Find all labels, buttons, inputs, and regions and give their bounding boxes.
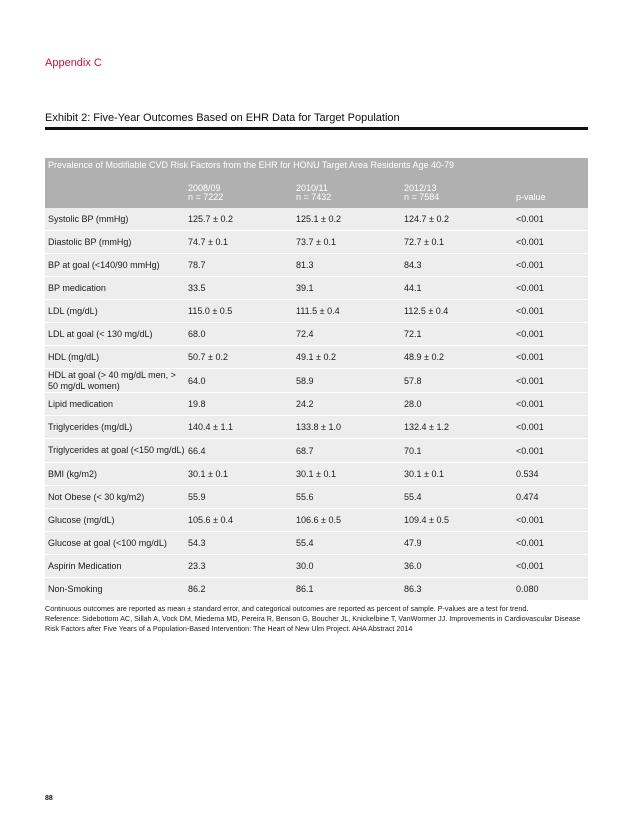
value-2012: 55.4 bbox=[404, 492, 422, 502]
value-2012: 112.5 ± 0.4 bbox=[404, 306, 449, 316]
p-value: <0.001 bbox=[516, 422, 544, 432]
table-header bbox=[45, 158, 588, 208]
value-2012: 47.9 bbox=[404, 538, 422, 548]
column-year: 2008/09 bbox=[188, 183, 221, 193]
value-2010: 30.0 bbox=[296, 561, 314, 571]
p-value: 0.080 bbox=[516, 584, 539, 594]
value-2012: 48.9 ± 0.2 bbox=[404, 352, 444, 362]
table-row bbox=[45, 532, 588, 555]
value-2008: 68.0 bbox=[188, 329, 206, 339]
value-2012: 72.7 ± 0.1 bbox=[404, 237, 444, 247]
table-row bbox=[45, 346, 588, 369]
row-label: Non-Smoking bbox=[48, 583, 103, 594]
value-2010: 125.1 ± 0.2 bbox=[296, 214, 341, 224]
value-2008: 125.7 ± 0.2 bbox=[188, 214, 233, 224]
row-label: HDL at goal (> 40 mg/dL men, > 50 mg/dL women) bbox=[48, 369, 176, 391]
table-row bbox=[45, 254, 588, 277]
value-2008: 140.4 ± 1.1 bbox=[188, 422, 233, 432]
row-label: BP medication bbox=[48, 282, 106, 293]
value-2012: 124.7 ± 0.2 bbox=[404, 214, 449, 224]
value-2010: 68.7 bbox=[296, 445, 314, 456]
column-n: n = 7222 bbox=[188, 192, 224, 202]
table-notes bbox=[45, 604, 590, 634]
p-value: <0.001 bbox=[516, 306, 544, 316]
value-2012: 132.4 ± 1.2 bbox=[404, 422, 449, 432]
exhibit-title: Exhibit 2: Five-Year Outcomes Based on EHR Data for Target Population bbox=[45, 112, 400, 124]
value-2008: 74.7 ± 0.1 bbox=[188, 237, 228, 247]
column-header-2008 bbox=[188, 184, 223, 202]
row-label: Triglycerides at goal (<150 mg/dL) bbox=[48, 445, 185, 455]
notes-line: Continuous outcomes are reported as mean ± standard error, and categorical outcomes are reported as percent of sample. P-values are a test for trend. bbox=[45, 604, 529, 613]
value-2008: 33.5 bbox=[188, 283, 206, 293]
appendix-label: Appendix C bbox=[45, 57, 102, 69]
value-2012: 30.1 ± 0.1 bbox=[404, 469, 444, 479]
table-row bbox=[45, 555, 588, 578]
column-header-2012 bbox=[404, 184, 439, 202]
p-value: <0.001 bbox=[516, 515, 544, 525]
value-2008: 19.8 bbox=[188, 399, 206, 409]
table-row bbox=[45, 416, 588, 439]
value-2010: 73.7 ± 0.1 bbox=[296, 237, 336, 247]
value-2008: 86.2 bbox=[188, 584, 206, 594]
value-2008: 78.7 bbox=[188, 260, 206, 270]
page-number: 88 bbox=[45, 795, 53, 802]
table-row bbox=[45, 369, 588, 393]
value-2010: 58.9 bbox=[296, 375, 314, 386]
p-value: <0.001 bbox=[516, 214, 544, 224]
value-2012: 70.1 bbox=[404, 445, 422, 456]
value-2012: 84.3 bbox=[404, 260, 422, 270]
row-label: Glucose (mg/dL) bbox=[48, 514, 115, 525]
p-value: <0.001 bbox=[516, 538, 544, 548]
column-n: n = 7584 bbox=[404, 192, 440, 202]
value-2012: 86.3 bbox=[404, 584, 422, 594]
value-2010: 55.4 bbox=[296, 538, 314, 548]
value-2012: 28.0 bbox=[404, 399, 422, 409]
column-year: 2010/11 bbox=[296, 183, 328, 193]
table-caption: Prevalence of Modifiable CVD Risk Factors from the EHR for HONU Target Area Residents Age 40-79 bbox=[48, 160, 455, 170]
row-label: BMI (kg/m2) bbox=[48, 468, 98, 479]
value-2012: 44.1 bbox=[404, 283, 422, 293]
value-2010: 81.3 bbox=[296, 260, 314, 270]
table-row bbox=[45, 231, 588, 254]
row-label: Aspirin Medication bbox=[48, 560, 122, 571]
title-divider bbox=[45, 127, 588, 130]
p-value: <0.001 bbox=[516, 260, 544, 270]
value-2010: 49.1 ± 0.2 bbox=[296, 352, 336, 362]
value-2010: 24.2 bbox=[296, 399, 314, 409]
value-2010: 106.6 ± 0.5 bbox=[296, 515, 341, 525]
table-row bbox=[45, 486, 588, 509]
table-row bbox=[45, 509, 588, 532]
table-row bbox=[45, 300, 588, 323]
table-row bbox=[45, 393, 588, 416]
column-year: 2012/13 bbox=[404, 183, 437, 193]
value-2008: 64.0 bbox=[188, 375, 206, 386]
column-n: n = 7432 bbox=[296, 192, 332, 202]
table-row bbox=[45, 463, 588, 486]
row-label: Diastolic BP (mmHg) bbox=[48, 236, 132, 247]
value-2008: 115.0 ± 0.5 bbox=[188, 306, 233, 316]
value-2010: 30.1 ± 0.1 bbox=[296, 469, 336, 479]
value-2008: 105.6 ± 0.4 bbox=[188, 515, 233, 525]
risk-factors-table bbox=[45, 158, 588, 601]
table-row bbox=[45, 208, 588, 231]
value-2012: 109.4 ± 0.5 bbox=[404, 515, 449, 525]
value-2010: 133.8 ± 1.0 bbox=[296, 422, 341, 432]
value-2010: 111.5 ± 0.4 bbox=[296, 306, 340, 316]
row-label: Lipid medication bbox=[48, 398, 114, 409]
column-header-p-value bbox=[516, 184, 546, 202]
row-label: Glucose at goal (<100 mg/dL) bbox=[48, 537, 167, 548]
value-2008: 23.3 bbox=[188, 561, 206, 571]
p-value: <0.001 bbox=[516, 399, 544, 409]
p-value: <0.001 bbox=[516, 283, 544, 293]
p-value: <0.001 bbox=[516, 375, 544, 386]
value-2008: 55.9 bbox=[188, 492, 206, 502]
table-row bbox=[45, 277, 588, 300]
value-2010: 72.4 bbox=[296, 329, 314, 339]
value-2010: 39.1 bbox=[296, 283, 314, 293]
value-2012: 36.0 bbox=[404, 561, 422, 571]
p-value: <0.001 bbox=[516, 561, 544, 571]
p-value: <0.001 bbox=[516, 237, 544, 247]
table-row bbox=[45, 323, 588, 346]
column-header-2010 bbox=[296, 184, 331, 202]
row-label: Not Obese (< 30 kg/m2) bbox=[48, 491, 145, 502]
value-2008: 54.3 bbox=[188, 538, 206, 548]
column-n: p-value bbox=[516, 192, 546, 202]
table-row bbox=[45, 578, 588, 601]
table-body bbox=[45, 208, 588, 601]
p-value: <0.001 bbox=[516, 445, 544, 456]
p-value: 0.534 bbox=[516, 469, 539, 479]
row-label: Triglycerides (mg/dL) bbox=[48, 421, 133, 432]
row-label: BP at goal (<140/90 mmHg) bbox=[48, 259, 160, 270]
value-2008: 66.4 bbox=[188, 445, 206, 456]
value-2012: 72.1 bbox=[404, 329, 422, 339]
row-label: LDL (mg/dL) bbox=[48, 305, 98, 316]
value-2010: 86.1 bbox=[296, 584, 314, 594]
p-value: <0.001 bbox=[516, 352, 544, 362]
value-2008: 50.7 ± 0.2 bbox=[188, 352, 228, 362]
row-label: HDL (mg/dL) bbox=[48, 351, 100, 362]
value-2010: 55.6 bbox=[296, 492, 314, 502]
reference-line: Reference: Sidebottom AC, Sillah A, Vock DM, Miedema MD, Pereira R, Benson G, Boucher JL, Knickelbine T, VanWormer JJ. Improvements in Cardiovascular Disease Risk Factors after Five Years of a Population-Based Intervention: The Heart of New Ulm Project. AHA Abstract 2014 bbox=[45, 614, 581, 633]
row-label: LDL at goal (< 130 mg/dL) bbox=[48, 328, 153, 339]
row-label: Systolic BP (mmHg) bbox=[48, 213, 129, 224]
value-2008: 30.1 ± 0.1 bbox=[188, 469, 228, 479]
p-value: 0.474 bbox=[516, 492, 539, 502]
p-value: <0.001 bbox=[516, 329, 544, 339]
table-row bbox=[45, 439, 588, 463]
value-2012: 57.8 bbox=[404, 375, 422, 386]
